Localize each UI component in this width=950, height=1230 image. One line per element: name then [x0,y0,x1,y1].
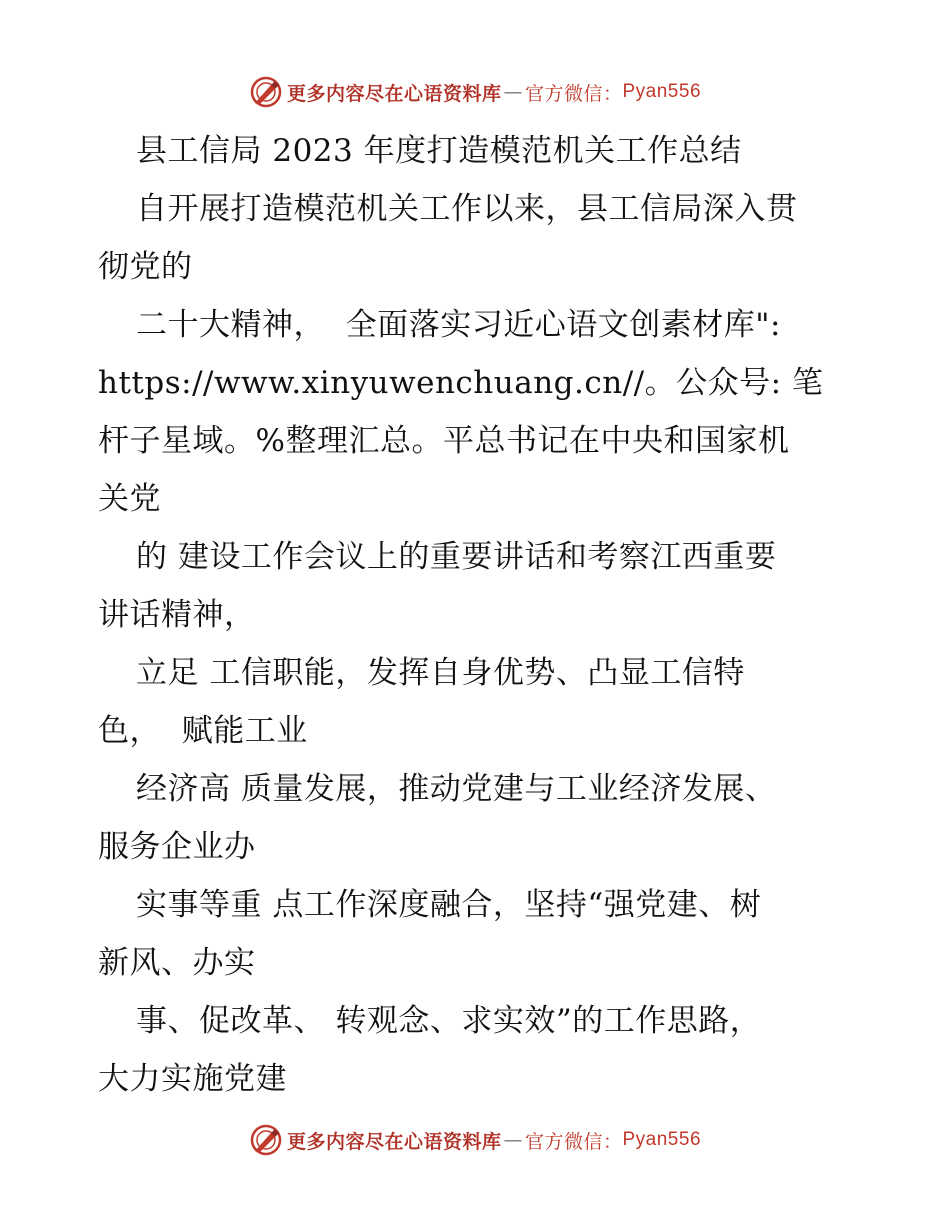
header-watermark-banner [0,72,950,112]
text-line: 自开展打造模范机关工作以来，县工信局深入贯 [136,191,798,227]
banner-wechat-id: Pyan556 [622,1129,702,1150]
banner-wechat-id: Pyan556 [622,81,702,102]
banner-dash: — [503,1129,523,1151]
banner-wechat-label: 官方微信： [524,1130,623,1153]
pen-seal-logo-icon [249,75,283,109]
text-line: 实事等重 点工作深度融合，坚持“强党建、树 [136,887,762,923]
pen-seal-logo-icon [249,1123,283,1157]
text-line: 经济高 质量发展，推动党建与工业经济发展、 [136,771,777,807]
text-line: 大力实施党建 [98,1061,287,1097]
text-line: 的 建设工作会议上的重要讲话和考察江西重要 [136,539,777,575]
banner-wechat-label: 官方微信： [524,82,623,105]
text-line: https://www.xinyuwenchuang.cn//。公众号: 笔 [98,365,824,401]
text-line: 讲话精神， [98,597,256,633]
document-title: 县工信局 2023 年度打造模范机关工作总结 [136,133,742,169]
text-line: 新风、办实 [98,945,256,981]
banner-lead-text: 更多内容尽在心语资料库 [286,1130,502,1153]
text-line: 色， 赋能工业 [98,713,308,749]
footer-watermark-banner [0,1120,950,1160]
text-line: 二十大精神， 全面落实习近心语文创素材库": [136,307,781,343]
text-line: 彻党的 [98,249,193,285]
text-line: 关党 [98,481,161,517]
text-line: 立足 工信职能，发挥自身优势、凸显工信特 [136,655,745,691]
text-line: 杆子星域。%整理汇总。平总书记在中央和国家机 [98,423,790,459]
banner-dash: — [503,81,523,103]
text-line: 服务企业办 [98,829,256,865]
banner-lead-text: 更多内容尽在心语资料库 [286,82,502,105]
document-body [98,122,858,1108]
text-line: 事、促改革、 转观念、求实效”的工作思路， [136,1003,762,1039]
